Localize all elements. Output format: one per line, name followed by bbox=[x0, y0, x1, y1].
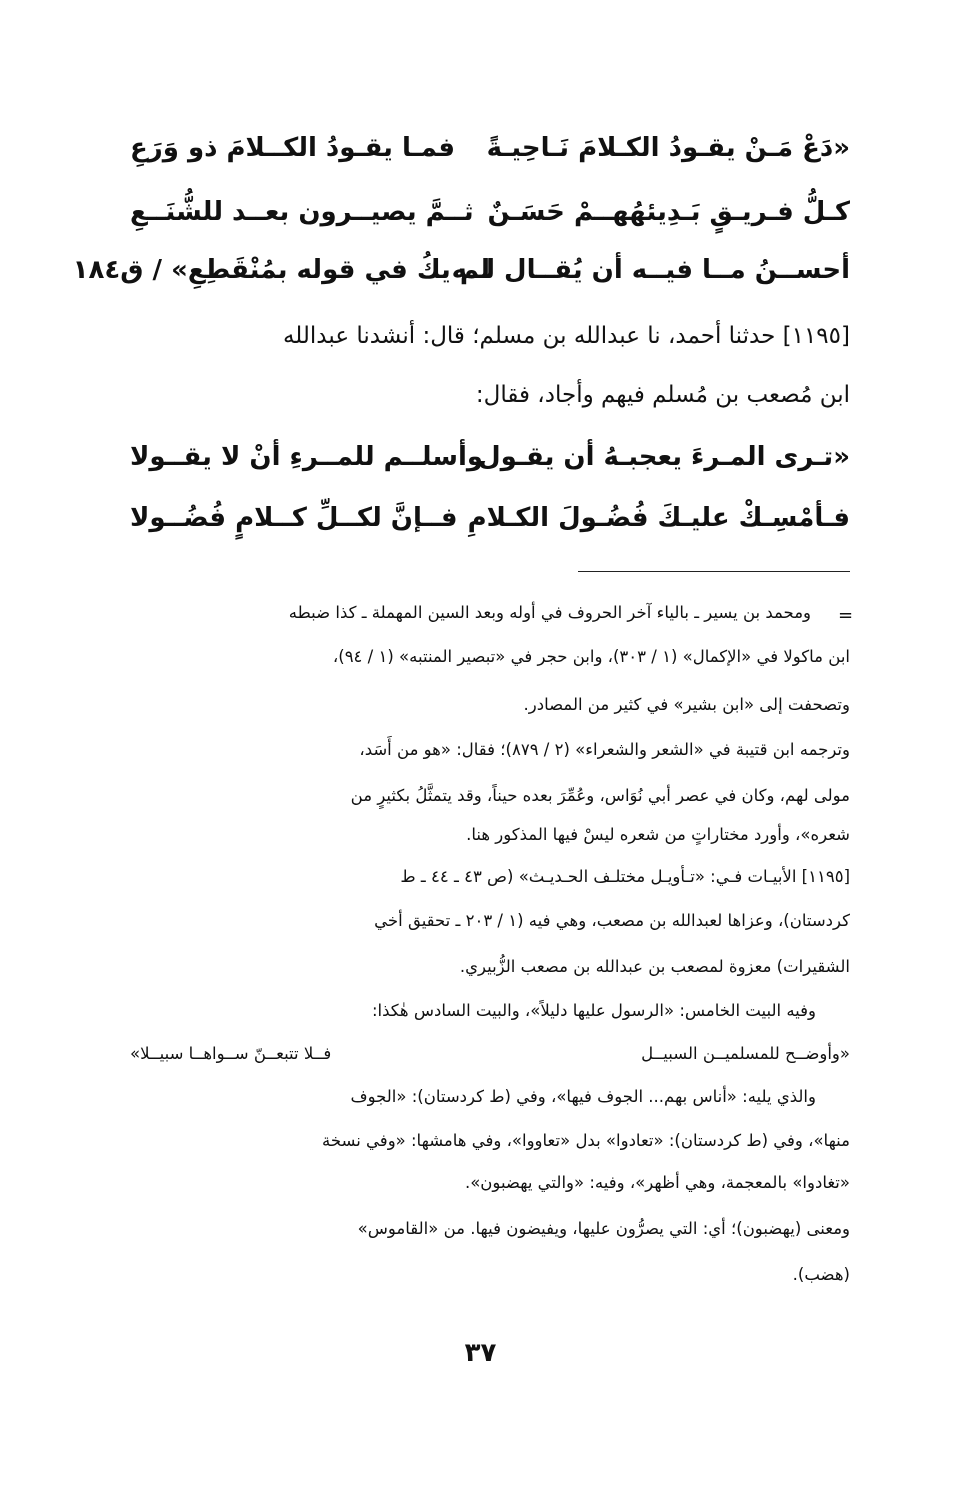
hadith-line: ابن مُصعب بن مُسلم فيهم وأجاد، فقال: bbox=[475, 382, 850, 408]
page-number: ٣٧ bbox=[464, 1338, 497, 1368]
verse-line bbox=[130, 432, 850, 482]
footnote-divider bbox=[578, 571, 850, 572]
verse-hemistich-second: فــلا تتبعــنّ ســواهــا سبيــلا» bbox=[130, 1043, 332, 1063]
footnote-line: شعره»، وأورد مختاراتٍ من شعره ليسْ فيها المذكور هنا. bbox=[466, 825, 850, 844]
verse-hemistich-first: كـلُّ فـريـقٍ بَـدِيئهُهــمْ حَسَـنٌ bbox=[487, 197, 850, 227]
verse-line bbox=[130, 187, 850, 237]
footnote-line: مولى لهم، وكان في عصر أبي نُوَاس، وعُمِّرَ بعده حيناً، وقد يتمثَّلُ بكثيرٍ من bbox=[350, 786, 850, 805]
footnote-line: «تغادوا» بالمعجمة، وهي أظهر»، وفيه: «والتي يهضبون». bbox=[464, 1173, 850, 1192]
footnote-line: الشقيرات) معزوة لمصعب بن عبدالله بن مصعب الزُّبيري. bbox=[459, 957, 850, 976]
footnote-continuation-marker: = bbox=[838, 605, 854, 626]
footnote-line: (هضب). bbox=[792, 1265, 850, 1284]
footnote-line: ومعنى (يهضبون)؛ أي: التي يصرُّون عليها، ويفيضون فيها. من «القاموس» bbox=[357, 1219, 850, 1238]
hadith-line: [١١٩٥] حدثنا أحمد، نا عبدالله بن مسلم؛ قال: أنشدنا عبدالله bbox=[282, 323, 850, 349]
footnote-line: ابن ماكولا في «الإكمال» (١ / ٣٠٣)، وابن حجر في «تبصير المنتبه» (١ / ٩٤)، bbox=[332, 647, 850, 666]
footnote-line: ومحمد بن يسير ـ بالياء آخر الحروف في أوله وبعد السين المهملة ـ كذا ضبطه bbox=[288, 603, 811, 622]
verse-line bbox=[130, 123, 850, 173]
verse-hemistich-first: «تـرى المـرءَ يعجبـهُ أن يقـول bbox=[478, 442, 850, 472]
footnote-line: منها»، وفي (ط كردستان): «تعادوا» بدل «تعاووا»، وفي هامشها: «وفي نسخة bbox=[322, 1131, 850, 1150]
footnote-line: [١١٩٥] الأبيـات فـي: «تـأويـل مختلـف الحـديـث» (ص ٤٣ ـ ٤٤ ـ ط bbox=[400, 867, 850, 886]
verse-hemistich-second: لم يكُ في قوله بمُنْقَطِعِ» / ق١٨٤ bbox=[72, 255, 490, 285]
footnote-line: كردستان)، وعزاها لعبدالله بن مصعب، وهي فيه (١ / ٢٠٣ ـ تحقيق أخي bbox=[374, 911, 850, 930]
verse-hemistich-first: فـأمْسِـكْ عليـكَ فُضُـولَ الكـلامِ bbox=[467, 503, 850, 533]
footnote-line: وفيه البيت الخامس: «الرسول عليها دليلاً»، والبيت السادس هٰكذا: bbox=[371, 1001, 816, 1020]
verse-hemistich-first: «دَعْ مَـنْ يقـودُ الكـلامَ نَـاحِيـةً bbox=[486, 133, 850, 163]
verse-hemistich-second: وأسلــم للمــرءِ أنْ لا يقــولا bbox=[130, 442, 484, 472]
verse-hemistich-second: فــإنَّ لكــلِّ كــلامٍ فُضُــولا bbox=[130, 503, 458, 533]
verse-hemistich-first: «وأوضــح للمسلميــن السبيــل bbox=[641, 1043, 850, 1063]
footnote-line: وتصحفت إلى «ابن بشير» في كثير من المصادر. bbox=[523, 695, 850, 714]
verse-hemistich-first: أحســنُ مــا فيــه أن يُقــال لــه bbox=[451, 255, 850, 285]
verse-hemistich-second: ثــمَّ يصيــرون بعــد للشُّنَــعِ bbox=[130, 197, 474, 227]
verse-hemistich-second: فمـا يقـودُ الكــلامَ ذو وَرَعِ bbox=[130, 133, 456, 163]
verse-line bbox=[72, 245, 850, 295]
footnote-line: وترجمه ابن قتيبة في «الشعر والشعراء» (٢ / ٨٧٩)؛ فقال: «هو من أَسَد، bbox=[359, 740, 850, 759]
footnote-line: والذي يليه: «أناس بهم... الجوف فيها»، وفي (ط كردستان): «الجوف bbox=[350, 1087, 816, 1106]
verse-line bbox=[130, 493, 850, 543]
footnote-verse bbox=[130, 1036, 850, 1070]
